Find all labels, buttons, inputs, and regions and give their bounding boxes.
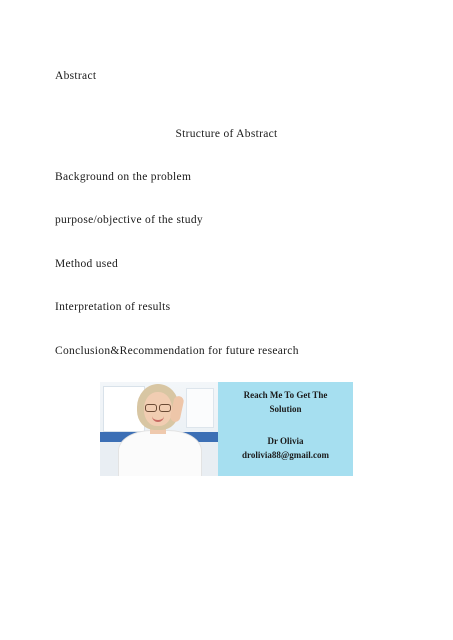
woman-photo bbox=[100, 382, 218, 476]
document-heading: Abstract bbox=[55, 70, 97, 82]
list-item: Background on the problem bbox=[55, 171, 192, 183]
banner-line-1: Reach Me To Get The bbox=[243, 390, 328, 400]
contact-name: Dr Olivia bbox=[267, 436, 304, 446]
list-item: purpose/objective of the study bbox=[55, 214, 203, 226]
list-item: Method used bbox=[55, 258, 119, 270]
banner-line-2: Solution bbox=[269, 404, 302, 414]
contact-info-panel bbox=[218, 382, 353, 476]
contact-banner bbox=[100, 382, 353, 476]
list-item: Interpretation of results bbox=[55, 301, 171, 313]
contact-email: drolivia88@gmail.com bbox=[242, 450, 329, 460]
document-subheading: Structure of Abstract bbox=[175, 128, 278, 140]
list-item: Conclusion&Recommendation for future research bbox=[55, 345, 299, 357]
